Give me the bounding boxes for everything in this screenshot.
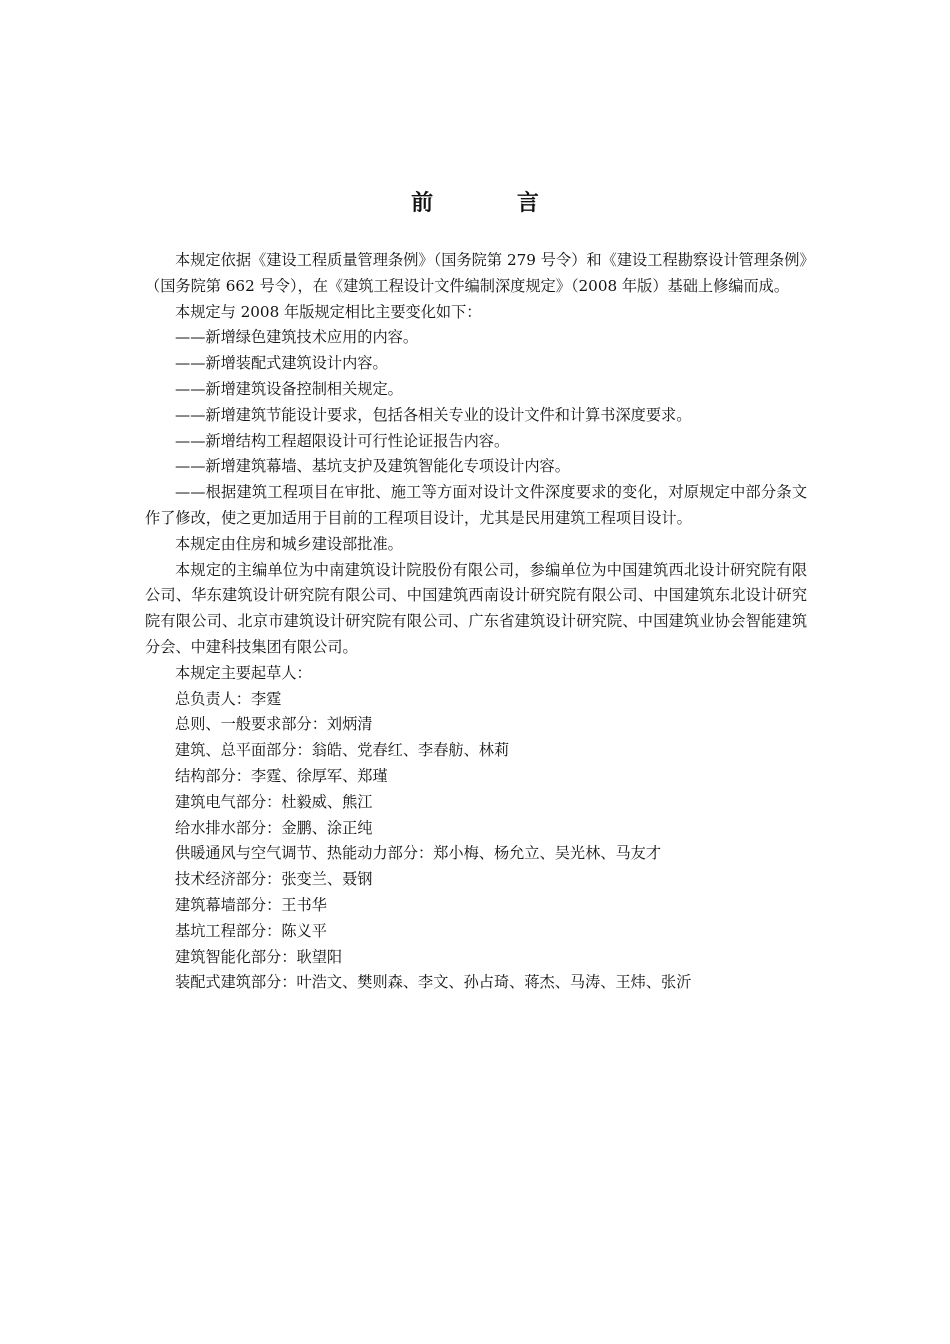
drafter-line: 供暖通风与空气调节、热能动力部分：郑小梅、杨允立、吴光林、马友才 (175, 844, 661, 863)
drafter-line: 总负责人：李霆 (175, 689, 282, 708)
list-item: ——新增建筑节能设计要求，包括各相关专业的设计文件和计算书深度要求。 (175, 405, 692, 424)
drafter-line: 建筑电气部分：杜毅威、熊江 (175, 792, 373, 811)
list-item: ——新增建筑设备控制相关规定。 (175, 379, 403, 398)
paragraph-basis: 本规定依据《建设工程质量管理条例》（国务院第 279 号令）和《建设工程勘察设计管理条例》（国务院第 662 号令），在《建筑工程设计文件编制深度规定》（2008 年版）基础上修编而成。 (145, 251, 807, 295)
drafter-line: 基坑工程部分：陈义平 (175, 921, 327, 940)
drafter-line: 装配式建筑部分：叶浩文、樊则森、李文、孙占琦、蒋杰、马涛、王炜、张沂 (175, 973, 692, 992)
list-item: ——新增建筑幕墙、基坑支护及建筑智能化专项设计内容。 (175, 457, 570, 476)
list-item: ——新增绿色建筑技术应用的内容。 (175, 328, 418, 347)
list-item: ——新增结构工程超限设计可行性论证报告内容。 (175, 431, 510, 450)
list-item: ——根据建筑工程项目在审批、施工等方面对设计文件深度要求的变化，对原规定中部分条文作了修改，使之更加适用于目前的工程项目设计，尤其是民用建筑工程项目设计。 (145, 483, 807, 527)
list-item: ——新增装配式建筑设计内容。 (175, 354, 388, 373)
drafter-line: 给水排水部分：金鹏、涂正纯 (175, 818, 373, 837)
drafter-line: 总则、一般要求部分：刘炳清 (175, 715, 373, 734)
paragraph-changes-intro: 本规定与 2008 年版规定相比主要变化如下： (175, 302, 482, 321)
paragraph-approval: 本规定由住房和城乡建设部批准。 (175, 534, 403, 553)
drafter-line: 建筑幕墙部分：王书华 (175, 895, 327, 914)
paragraph-drafters-intro: 本规定主要起草人： (175, 663, 312, 682)
drafter-line: 建筑、总平面部分：翁皓、党春红、李春舫、林莉 (175, 741, 510, 760)
paragraph-units: 本规定的主编单位为中南建筑设计院股份有限公司，参编单位为中国建筑西北设计研究院有限公司、华东建筑设计研究院有限公司、中国建筑西南设计研究院有限公司、中国建筑东北设计研究院有限公司、北京市建筑设计研究院有限公司、广东省建筑设计研究院、中国建筑业协会智能建筑分会、中建科技集团有限公司。 (145, 560, 807, 656)
drafter-line: 结构部分：李霆、徐厚军、郑瑾 (175, 766, 388, 785)
preface-body (145, 248, 807, 996)
drafter-line: 建筑智能化部分：耿望阳 (175, 947, 343, 966)
drafter-line: 技术经济部分：张变兰、聂钢 (175, 870, 373, 889)
page-title: 前 言 (411, 191, 577, 216)
